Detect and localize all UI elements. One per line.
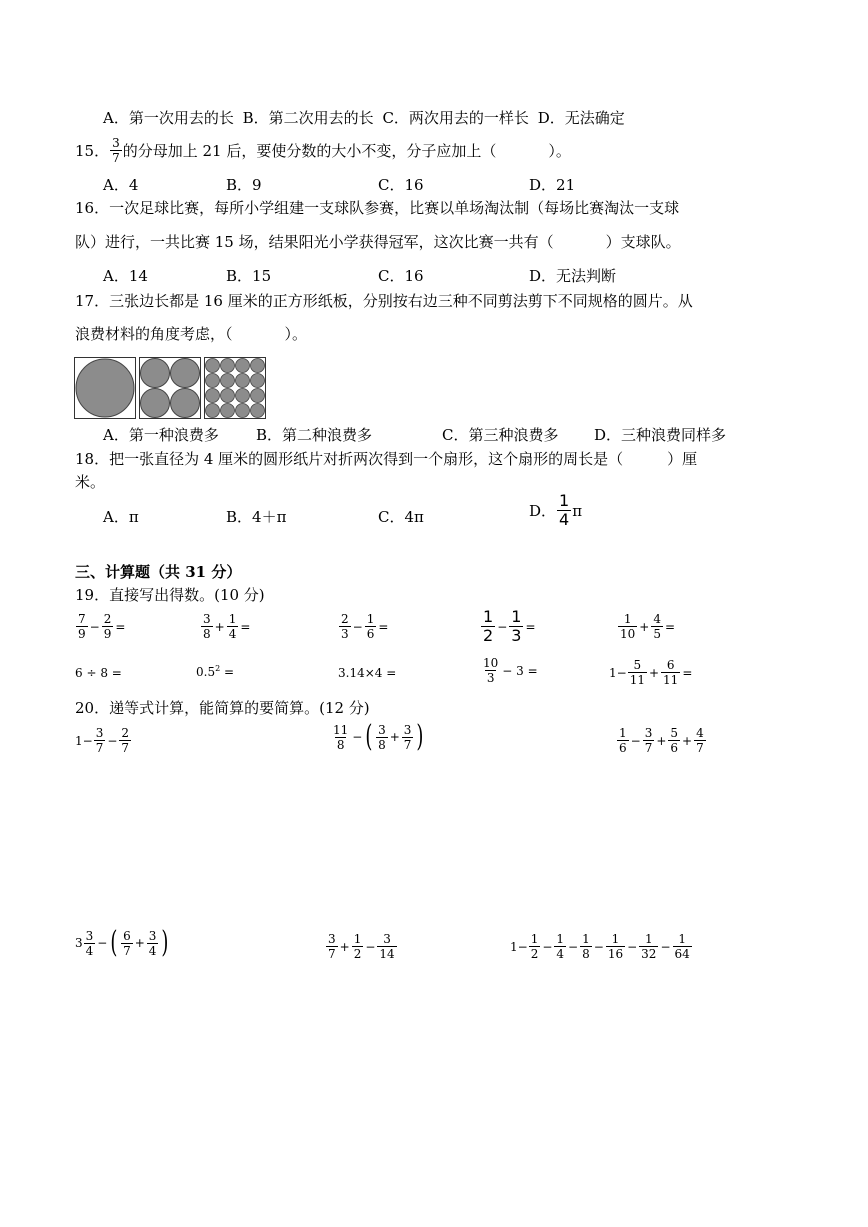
operator: + (389, 730, 400, 744)
numerator: 1 (623, 612, 632, 626)
operator: + (682, 733, 693, 748)
denominator: 32 (641, 947, 657, 961)
operator: = (682, 665, 693, 680)
small-circle (206, 404, 220, 418)
numerator: 1 (644, 932, 653, 946)
fraction (94, 726, 106, 755)
numerator: 3 (378, 722, 386, 737)
fraction (227, 612, 239, 641)
operator: = (115, 619, 126, 634)
denominator: 7 (95, 741, 104, 755)
denominator: 3 (486, 671, 495, 685)
numerator: 3 (403, 722, 412, 737)
small-circle (251, 359, 265, 373)
operator: − (542, 939, 553, 954)
denominator: 6 (366, 627, 375, 641)
q16-option-c: C．16 (378, 267, 424, 285)
small-circle (236, 404, 250, 418)
q18-option-d-fraction (557, 492, 571, 529)
denominator: 2 (353, 947, 362, 961)
q19-title: 19．直接写出得数。(10 分) (75, 586, 265, 604)
denominator: 7 (123, 943, 131, 958)
small-circle (251, 389, 265, 403)
fraction (365, 612, 377, 641)
operator: ( (365, 719, 373, 754)
q19-expr-6: 6 ÷ 8 = (75, 666, 122, 680)
numerator: 6 (666, 658, 675, 672)
q15-frac-numerator: 3 (112, 136, 120, 150)
q19-expr-3 (338, 612, 389, 641)
fraction (339, 612, 351, 641)
small-circle (206, 374, 220, 388)
numerator: 2 (341, 612, 349, 626)
denominator: 5 (653, 627, 661, 641)
q15-option-c: C．16 (378, 176, 424, 194)
operator: ) (161, 925, 169, 960)
tile-sixteen-circles (204, 357, 266, 419)
numerator: 1 (511, 607, 522, 626)
operator: = (240, 619, 251, 634)
fraction (84, 929, 96, 958)
denominator: 2 (483, 626, 494, 645)
fraction (606, 932, 625, 961)
q17-option-a: A．第一种浪费多 (103, 426, 219, 444)
operator: + (656, 733, 667, 748)
fraction (509, 608, 523, 645)
q20-problem-1: 1− $\frac{3}{7}$ − $\frac{2}{7}$ (75, 726, 130, 755)
numerator: 1 (611, 932, 620, 946)
denominator: 11 (629, 673, 645, 687)
numerator: 4 (696, 726, 704, 740)
q18-d-numerator: 1 (559, 491, 570, 510)
q20-problem-3 (616, 726, 707, 755)
q20-problem-5 (325, 932, 398, 961)
operator: = (378, 619, 389, 634)
numerator: 3 (383, 932, 391, 946)
denominator: 4 (85, 943, 94, 958)
q20-title: 20．递等式计算，能简算的要简算。(12 分) (75, 699, 370, 717)
fraction (554, 932, 566, 961)
q17-line1: 17．三张边长都是 16 厘米的正方形纸板，分别按右边三种不同剪法剪下不同规格的圆片。从 (75, 292, 693, 310)
q17-line2 (75, 324, 307, 344)
operator: − (630, 733, 641, 748)
q15-frac-denominator: 7 (112, 151, 120, 165)
fraction (377, 932, 396, 961)
small-circle (221, 404, 235, 418)
numerator: 1 (678, 932, 686, 946)
numerator: 3 (644, 726, 653, 740)
operator: + (648, 665, 660, 680)
fraction (628, 658, 647, 687)
denominator: 4 (148, 943, 157, 958)
denominator: 8 (336, 737, 345, 752)
operator: − (365, 939, 376, 954)
four-circles-graphic (140, 358, 200, 418)
q15-text: 的分母加上 21 后，要使分数的大小不变，分子应加上（ (122, 141, 497, 160)
fraction (121, 929, 133, 958)
small-circle (206, 359, 220, 373)
q17-line2b: ）。 (284, 325, 308, 343)
numerator: 10 (483, 656, 499, 670)
q14-option-b: B．第二次用去的长 (242, 109, 374, 127)
q19-expr-1 (75, 612, 126, 641)
denominator: 14 (379, 947, 395, 961)
q18-option-c: C．4π (378, 508, 424, 526)
q15-option-b: B．9 (226, 176, 262, 194)
numerator: 7 (78, 612, 86, 626)
numerator: 3 (85, 928, 94, 943)
q15-option-a: A．4 (103, 176, 139, 194)
denominator: 3 (341, 627, 349, 641)
denominator: 9 (103, 627, 112, 641)
operator: + (639, 619, 650, 634)
denominator: 6 (670, 741, 679, 755)
q16-line1: 16．一次足球比赛，每所小学组建一支球队参赛，比赛以单场淘汰制（每场比赛淘汰一支球 (75, 199, 680, 217)
operator: − (660, 939, 671, 954)
operator: − (352, 730, 363, 744)
fraction (673, 932, 692, 961)
numerator: 6 (123, 928, 131, 943)
operator: − 3 = (502, 663, 538, 678)
q16-line2a: 队）进行，一共比赛 15 场，结果阳光小学获得冠军，这次比赛一共有（ (75, 233, 554, 251)
q15-fraction (110, 136, 122, 165)
q19-expr-2 (200, 612, 251, 641)
denominator: 7 (644, 741, 653, 755)
q18-option-a: A．π (103, 508, 139, 526)
fraction (119, 726, 131, 755)
q16-option-a: A．14 (103, 267, 148, 285)
numerator: 1 (353, 932, 362, 946)
q14-option-d: D．无法确定 (537, 109, 625, 127)
numerator: 2 (121, 726, 130, 740)
operator: − (97, 936, 108, 950)
q17-option-d: D．三种浪费同样多 (594, 426, 727, 444)
fraction (331, 723, 350, 752)
q18-line1a: 18．把一张直径为 4 厘米的圆形纸片对折两次得到一个扇形，这个扇形的周长是（ (75, 450, 624, 468)
denominator: 16 (607, 947, 624, 961)
q14-option-c: C．两次用去的一样长 (382, 109, 529, 127)
small-circle (236, 359, 250, 373)
numerator: 3 (95, 726, 104, 740)
small-circle (221, 389, 235, 403)
q18-option-d (529, 492, 582, 529)
denominator: 8 (203, 627, 211, 641)
operator: ) (416, 719, 424, 754)
small-circle (221, 374, 235, 388)
q16-option-d: D．无法判断 (529, 267, 617, 285)
q14-options (103, 108, 625, 128)
fraction (639, 932, 658, 961)
operator: + (134, 936, 145, 950)
denominator: 9 (78, 627, 86, 641)
q17-option-b: B．第二种浪费多 (256, 426, 373, 444)
q18-line1b: ）厘 (667, 450, 698, 468)
q17-option-c: C．第三种浪费多 (442, 426, 559, 444)
small-circle (221, 359, 235, 373)
small-circle (236, 389, 250, 403)
one-circle-graphic (75, 358, 135, 418)
fraction (147, 929, 159, 958)
fraction (651, 612, 663, 641)
fraction (668, 726, 680, 755)
denominator: 4 (228, 627, 237, 641)
denominator: 11 (663, 673, 679, 687)
operator: − (627, 939, 638, 954)
small-circle (236, 374, 250, 388)
numerator: 1 (556, 932, 565, 946)
q18-line1 (75, 449, 697, 469)
q20-problem-6: 1− $\frac{1}{2}$ − $\frac{1}{4}$ − $\frac{1}{8}$ − $\frac{1}{16}$ − $\frac{1}{32}$ − $\frac{1}{64}$ (510, 932, 690, 961)
operator: ( (110, 925, 118, 960)
q15-number: 15． (75, 141, 110, 160)
numerator: 4 (653, 612, 661, 626)
operator: − (107, 733, 118, 748)
small-circle (251, 374, 265, 388)
fraction (661, 658, 680, 687)
numerator: 1 (483, 607, 494, 626)
numerator: 11 (333, 722, 349, 737)
operator: = (525, 619, 536, 634)
q18-option-d-prefix: D． (529, 501, 557, 520)
operator: + (339, 939, 350, 954)
numerator: 1 (619, 726, 627, 740)
q18-d-denominator: 4 (559, 510, 570, 529)
numerator: 1 (366, 612, 375, 626)
fraction (326, 932, 338, 961)
operator: − (89, 619, 100, 634)
q18-line2: 米。 (75, 473, 106, 491)
operator: = (664, 619, 676, 634)
fraction (481, 608, 495, 645)
fraction (376, 723, 388, 752)
fraction (201, 612, 213, 641)
section3-title: 三、计算题（共 31 分） (75, 563, 242, 581)
fraction (617, 726, 629, 755)
operator: + (214, 619, 225, 634)
numerator: 3 (328, 932, 336, 946)
q19-expr-5 (617, 612, 676, 641)
numerator: 3 (148, 928, 157, 943)
q16-line2 (75, 232, 681, 252)
denominator: 7 (696, 741, 704, 755)
operator: − (568, 939, 579, 954)
denominator: 2 (530, 947, 539, 961)
numerator: 1 (530, 932, 539, 946)
numerator: 2 (103, 612, 112, 626)
operator: − (352, 619, 363, 634)
fraction (102, 612, 114, 641)
q18-option-b: B．4＋π (226, 508, 287, 526)
q16-option-b: B．15 (226, 267, 272, 285)
numerator: 3 (203, 612, 211, 626)
q17-figure (74, 357, 266, 419)
q20-problem-4: 3 $\frac{3}{4}$ − ( $\frac{6}{7}$ + $\frac{3}{4}$ ) (75, 925, 169, 960)
denominator: 10 (620, 627, 636, 641)
q19-expr-7: $0.5^2$ = (196, 664, 235, 679)
numerator: 5 (670, 726, 679, 740)
denominator: 64 (674, 947, 690, 961)
q19-expr-10: 1− $\frac{5}{11}$ + $\frac{6}{11}$ = (609, 658, 693, 687)
q19-expr-9 (480, 656, 539, 685)
denominator: 3 (511, 626, 522, 645)
operator: − (593, 939, 604, 954)
fraction (580, 932, 592, 961)
denominator: 8 (582, 947, 590, 961)
q15-stem (75, 136, 571, 165)
denominator: 4 (556, 947, 565, 961)
tile-one-circle (74, 357, 136, 419)
fraction (402, 723, 414, 752)
small-circle (206, 389, 220, 403)
denominator: 7 (328, 947, 336, 961)
fraction (481, 656, 500, 685)
q14-option-a: A．第一次用去的长 (103, 109, 234, 127)
sixteen-circles-graphic (205, 358, 265, 418)
denominator: 6 (619, 741, 627, 755)
denominator: 7 (403, 737, 412, 752)
small-circle (251, 404, 265, 418)
q20-problem-2 (330, 719, 426, 754)
fraction (76, 612, 88, 641)
q15-close: ）。 (548, 141, 571, 160)
fraction (352, 932, 364, 961)
tile-four-circles (139, 357, 201, 419)
numerator: 1 (228, 612, 237, 626)
operator: − (497, 619, 508, 634)
q18-option-d-suffix: π (572, 501, 583, 520)
q19-expr-4 (480, 608, 537, 645)
fraction (694, 726, 706, 755)
q17-line2a: 浪费材料的角度考虑，（ (75, 325, 233, 343)
q15-option-d: D．21 (529, 176, 576, 194)
fraction (643, 726, 655, 755)
q19-expr-8: 3.14×4 = (338, 666, 397, 680)
numerator: 5 (633, 658, 642, 672)
denominator: 8 (378, 737, 386, 752)
fraction (618, 612, 637, 641)
fraction (529, 932, 541, 961)
q16-line2b: ）支球队。 (605, 233, 681, 251)
denominator: 7 (121, 741, 130, 755)
numerator: 1 (582, 932, 590, 946)
